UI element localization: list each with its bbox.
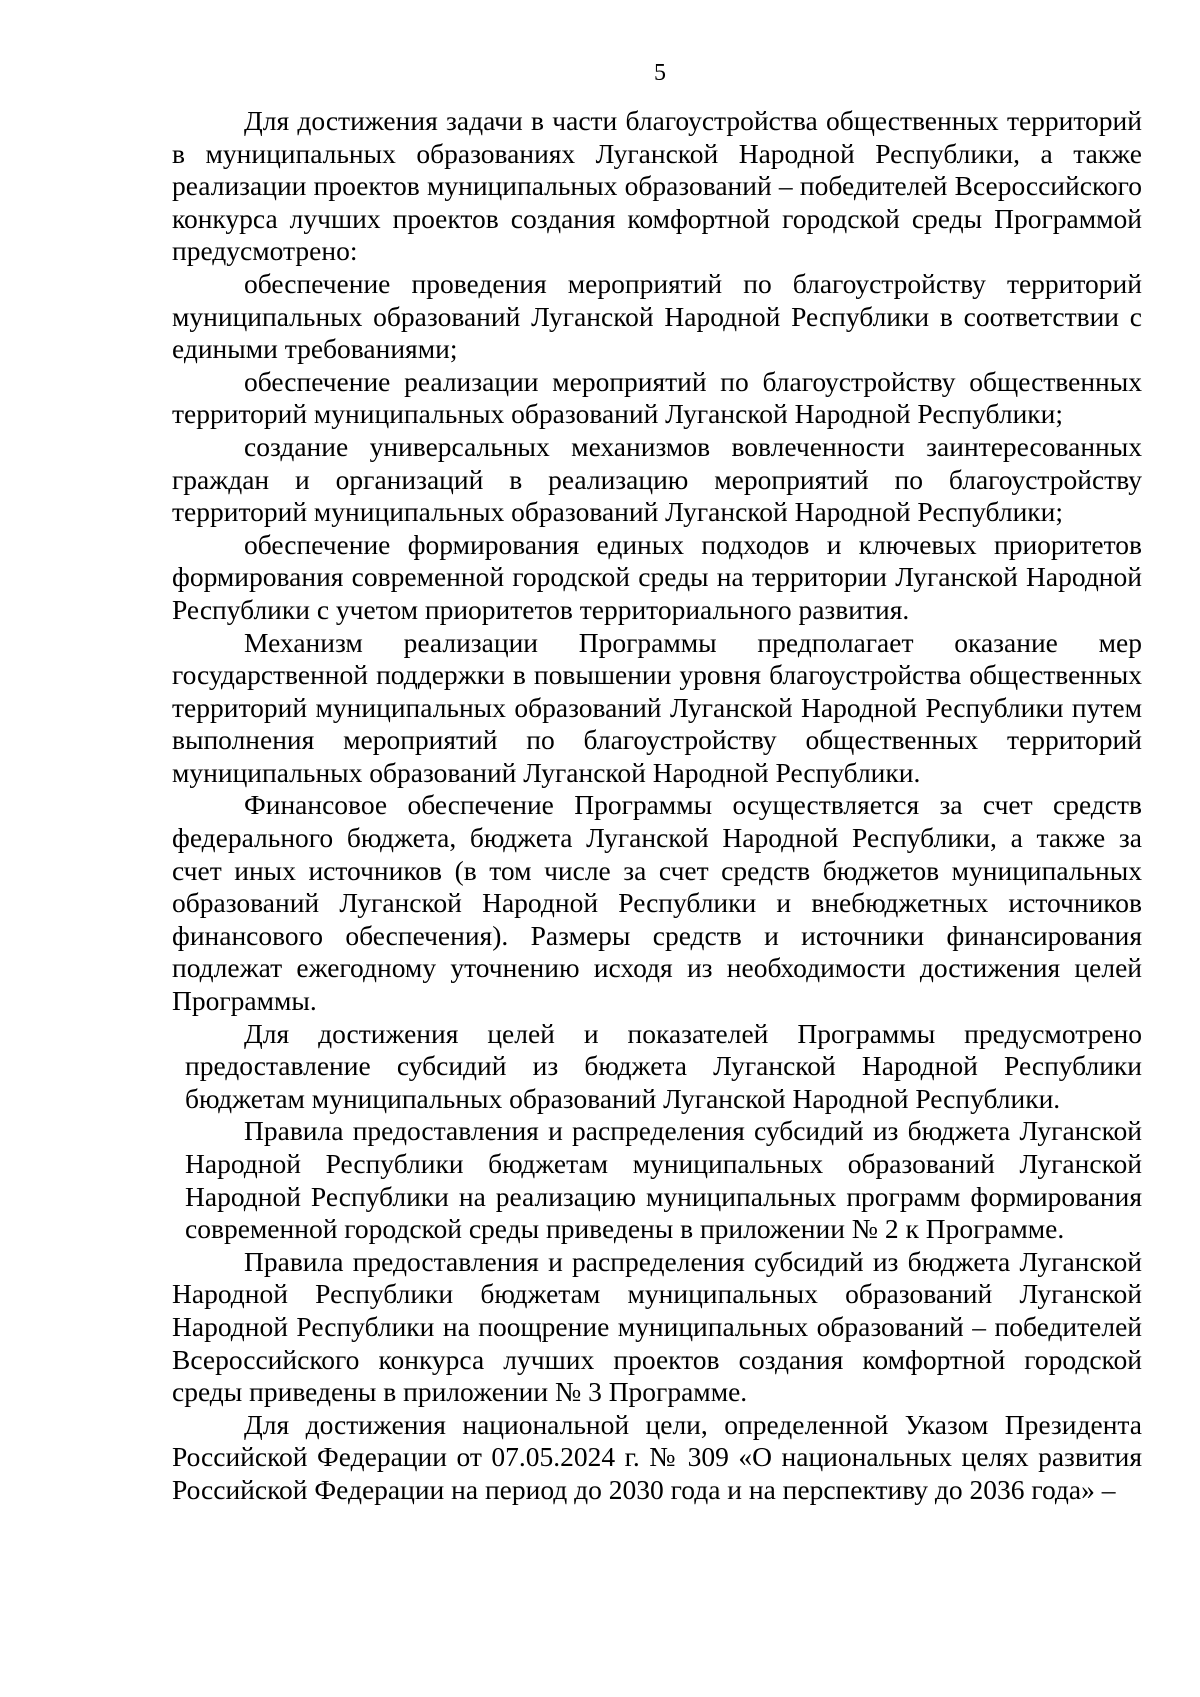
paragraph-5: обеспечение формирования единых подходов и ключевых приоритетов формирования современной городской среды на территории Луганской Народной Республики с учетом приоритетов территориального развития.	[172, 528, 1142, 625]
paragraph-4: создание универсальных механизмов вовлеченности заинтересованных граждан и организаций в реализацию мероприятий по благоустройству территорий муниципальных образований Луганской Народной Республики;	[172, 430, 1142, 528]
paragraph-2: обеспечение проведения мероприятий по благоустройству территорий муниципальных образований Луганской Народной Республики в соответствии с едиными требованиями;	[172, 267, 1142, 365]
paragraph-7: Финансовое обеспечение Программы осуществляется за счет средств федерального бюджета, бюджета Луганской Народной Республики, а также за счет иных источников (в том числе за счет средств бюджетов муниципальных образований Луганской Народной Республики и внебюджетных источников финансового обеспечения). Размеры средств и источники финансирования подлежат ежегодному уточнению исходя из необходимости достижения целей Программы.	[172, 789, 1142, 1017]
paragraph-9: Правила предоставления и распределения субсидий из бюджета Луганской Народной Республики бюджетам муниципальных образований Луганской Народной Республики на реализацию муниципальных программ формирования современной городской среды приведены в приложении № 2 к Программе.	[185, 1115, 1142, 1245]
page-number: 5	[654, 60, 666, 86]
paragraph-6: Механизм реализации Программы предполагает оказание мер государственной поддержки в повышении уровня благоустройства общественных территорий муниципальных образований Луганской Народной Республики путем выполнения мероприятий по благоустройству общественных территорий муниципальных образований Луганской Народной Республики.	[172, 626, 1142, 788]
document-body	[172, 105, 1142, 1507]
paragraph-1: Для достижения задачи в части благоустройства общественных территорий в муниципальных образованиях Луганской Народной Республики, а также реализации проектов муниципальных образований – победителей Всероссийского конкурса лучших проектов создания комфортной городской среды Программой предусмотрено:	[172, 105, 1142, 267]
paragraph-8: Для достижения целей и показателей Программы предусмотрено предоставление субсидий из бюджета Луганской Народной Республики бюджетам муниципальных образований Луганской Народной Республики.	[185, 1017, 1142, 1114]
paragraph-3: обеспечение реализации мероприятий по благоустройству общественных территорий муниципальных образований Луганской Народной Республики;	[172, 365, 1142, 430]
paragraph-10: Правила предоставления и распределения субсидий из бюджета Луганской Народной Республики бюджетам муниципальных образований Луганской Народной Республики на поощрение муниципальных образований – победителей Всероссийского конкурса лучших проектов создания комфортной городской среды приведены в приложении № 3 Программе.	[172, 1245, 1142, 1408]
paragraph-11: Для достижения национальной цели, определенной Указом Президента Российской Федерации от 07.05.2024 г. № 309 «О национальных целях развития Российской Федерации на период до 2030 года и на перспективу до 2036 года» –	[172, 1408, 1142, 1505]
